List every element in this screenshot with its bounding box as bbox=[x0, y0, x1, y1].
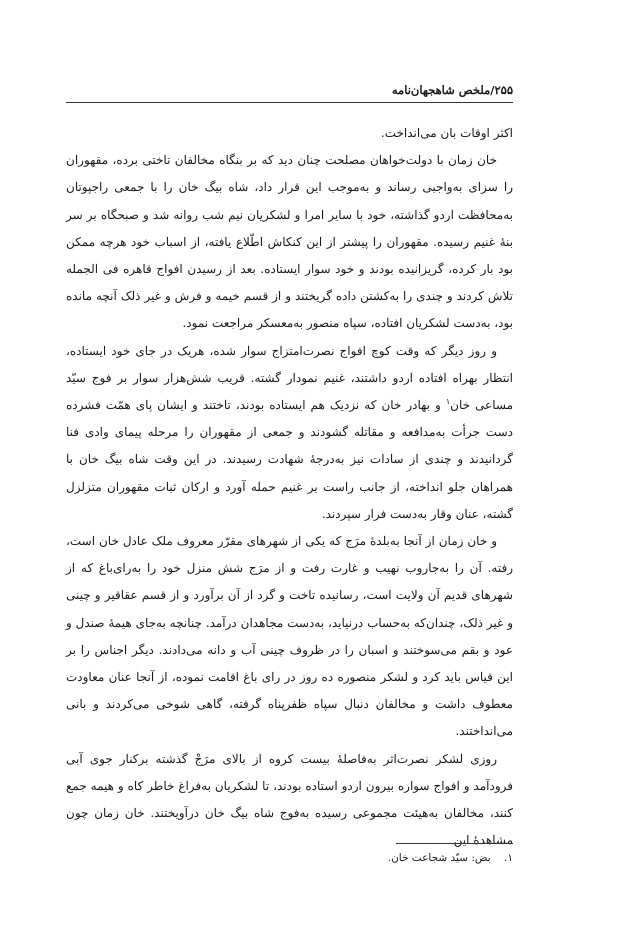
paragraph-2-text: خان زمان با دولت‌خواهان مصلحت چنان دید که بر بنگاه مخالفان تاختی برده، مقهوران را سزای به‌واجبی رساند و به‌موجب این قرار داد، شاه بیگ خان را با جمعی راجپوتان به‌محافظت اردو گذاشته، خود با سایر امرا و لشکریان نیم شب روانه شد و صبحگاه بر سر بنهٔ غنیم رسیده. مقهوران را پیشتر از این کنکاش اطّلاع یافته، از اسباب خود هرچه ممکن بود بار کرده، گریزانیده بودند و خود سوار ایستاده. بعد از رسیدن افواج قاهره فی الجمله تلاش کردند و چندی را به‌کشتن داده گریختند و از قسم خیمه و فرش و غیر ذلک آنچه مانده بود، به‌دست لشکریان افتاده، سپاه منصور به‌معسکر مراجعت نمود. bbox=[66, 153, 513, 331]
paragraph-3-text-a: و روز دیگر که وقت کوچ افواج نصرت‌امتزاج سوار شده، هریک در جای خود ایستاده، انتظار بهراه افتاده اردو داشتند، غنیم نمودار گشته. قریب شش‌هزار سوار بر فوج سیّد مساعی خان bbox=[66, 343, 513, 413]
footnote-text: بض: سیّد شجاعت خان. bbox=[387, 852, 491, 864]
paragraph-3 bbox=[66, 338, 513, 528]
paragraph-1-text: اکثر اوقات بان می‌انداخت. bbox=[380, 126, 513, 140]
footnote-reference[interactable]: ۱ bbox=[445, 397, 451, 407]
paragraph-5 bbox=[66, 746, 513, 855]
footnote bbox=[66, 848, 513, 868]
footnote-number: ۱. bbox=[504, 852, 513, 864]
paragraph-4-text: و خان زمان از آنجا به‌بلدهٔ مرَج که یکی از شهرهای مقرّر معروف ملک عادل خان است، رفته. آن را به‌جاروب نهیب و غارت رفت و از مرَج شش منزل خود را به‌رای‌باغ که از شهرهای قدیم آن ولایت است، رسانیده تاخت و گرد از آن برآورد و از قسم عقاقیر و چینی و غیر ذلک، چندان‌که به‌حساب درنیاید، به‌دست مجاهدان درآمد. چنانچه به‌جای هیمهٔ صندل و عود و بقم می‌سوختند و اسبان را در ظروف چینی آب و دانه می‌دادند. دیگر اجناس را بر این قیاس باید کرد و لشکر منصوره ده روز در رای باغ اقامت نموده، از آنجا عنان معاودت معطوف داشت و مخالفان دنبال سپاه ظفرپناه گرفته، گاهی شوخی می‌کردند و بانی می‌انداختند. bbox=[66, 534, 513, 739]
header-divider bbox=[66, 102, 513, 103]
running-header bbox=[66, 80, 513, 100]
paragraph-5-text: روزی لشکر نصرت‌اثر به‌فاصلهٔ بیست کروه از بالای مرَجْ گذشته برکنار جوی آبی فرودآمد و افواج سواره بیرون اردو استاده بودند، تا لشکریان به‌فراغ خاطر کاه و هیمه جمع کنند، مخالفان به‌هیئت مجموعی رسیده به‌فوج شاه بیگ خان درآویختند. خان زمان چون مشاهدهٔ این bbox=[66, 751, 513, 848]
paragraph-4 bbox=[66, 528, 513, 746]
header-title: ۲۵۵/ملخص شاهجهان‌نامه bbox=[391, 83, 513, 97]
paragraph-2 bbox=[66, 147, 513, 337]
footnote-divider bbox=[396, 843, 513, 844]
paragraph-3-text-b: و بهادر خان که نزدیک هم ایستاده بودند، تاختند و ایشان پای همّت فشرده دست جرأت به‌مدافعه و مقاتله گشودند و جمعی از مقهوران را مرحله پیمای وادی فنا گردانیدند و چندی از سادات نیز به‌درجهٔ شهادت رسیدند. در این وقت شاه بیگ خان با همراهان جلو انداخته، از جانب راست بر غنیم حمله آورد و ارکان ثبات مقهوران متزلزل گشته، عنان وقار به‌دست فرار سپردند. bbox=[66, 398, 513, 521]
paragraph-1 bbox=[66, 120, 513, 147]
body-text bbox=[66, 120, 513, 854]
